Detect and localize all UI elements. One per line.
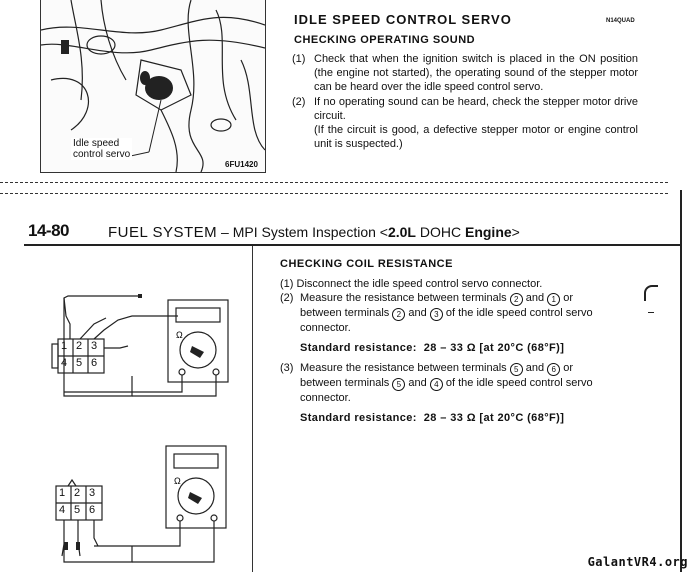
pin-label: 1 (61, 340, 68, 352)
pin-label: 6 (91, 357, 98, 369)
list-item: (2) If no operating sound can be heard, check the stepper motor drive circuit. (If the circuit is good, a defective stepper motor or engine control unit is suspected.) (292, 96, 638, 150)
terminal-number: 4 (430, 378, 443, 391)
list-item: (1) Check that when the ignition switch is placed in the ON position (the engine not started), the operating sound of the stepper motor can be heard over the idle speed control servo. (292, 53, 638, 93)
section-code: N14QUAD (606, 18, 635, 24)
page-divider-top (0, 182, 668, 183)
page-divider-bottom (0, 193, 668, 194)
subheading-operating-sound: CHECKING OPERATING SOUND (294, 34, 476, 46)
terminal-number: 6 (547, 363, 560, 376)
pin-label: 3 (91, 340, 98, 352)
pin-label: 4 (61, 357, 68, 369)
connector-top (58, 339, 104, 373)
engine-photo-figure (40, 0, 266, 173)
page-right-edge (680, 190, 682, 572)
diagram-column (28, 246, 253, 572)
terminal-number: 2 (510, 293, 523, 306)
ohm-symbol: Ω (176, 330, 183, 340)
terminal-number: 1 (547, 293, 560, 306)
servo-callout-label: Idle speed control servo (73, 138, 131, 160)
page-section-number: 14-80 (28, 221, 69, 240)
coil-resistance-steps (280, 277, 626, 425)
connector-bottom (56, 486, 102, 520)
list-item: (2) Measure the resistance between terminals 2 and 1 or between terminals 2 and 3 of the idle speed control servo connector. (280, 292, 593, 334)
pin-label: 5 (76, 357, 83, 369)
resistance-diagram (28, 246, 252, 572)
pin-label: 2 (74, 487, 81, 499)
terminal-number: 3 (430, 308, 443, 321)
terminal-number: 5 (510, 363, 523, 376)
step-list-operating-sound (292, 52, 638, 151)
pin-label: 2 (76, 340, 83, 352)
ohm-symbol: Ω (174, 476, 181, 486)
binding-mark (644, 285, 658, 301)
standard-resistance-2: Standard resistance: 28 – 33 Ω [at 20°C (68°F)] (300, 412, 565, 424)
list-item: (3) Measure the resistance between terminals 5 and 6 or between terminals 5 and 4 of the idle speed control servo connector. (280, 362, 593, 404)
figure-code: 6FU1420 (225, 160, 258, 169)
binding-mark (648, 312, 654, 313)
pin-label: 6 (89, 504, 96, 516)
subheading-coil-resistance: CHECKING COIL RESISTANCE (280, 258, 453, 270)
pin-label: 1 (59, 487, 66, 499)
pin-label: 4 (59, 504, 66, 516)
page-header-title: FUEL SYSTEM – MPI System Inspection <2.0L DOHC Engine> (108, 224, 520, 241)
pin-label: 3 (89, 487, 96, 499)
section-title: IDLE SPEED CONTROL SERVO (294, 12, 512, 27)
terminal-number: 2 (392, 308, 405, 321)
standard-resistance-1: Standard resistance: 28 – 33 Ω [at 20°C (68°F)] (300, 342, 565, 354)
terminal-number: 5 (392, 378, 405, 391)
watermark: GalantVR4.org (587, 555, 688, 569)
list-item: (1) Disconnect the idle speed control servo connector. (280, 278, 543, 290)
pin-label: 5 (74, 504, 81, 516)
